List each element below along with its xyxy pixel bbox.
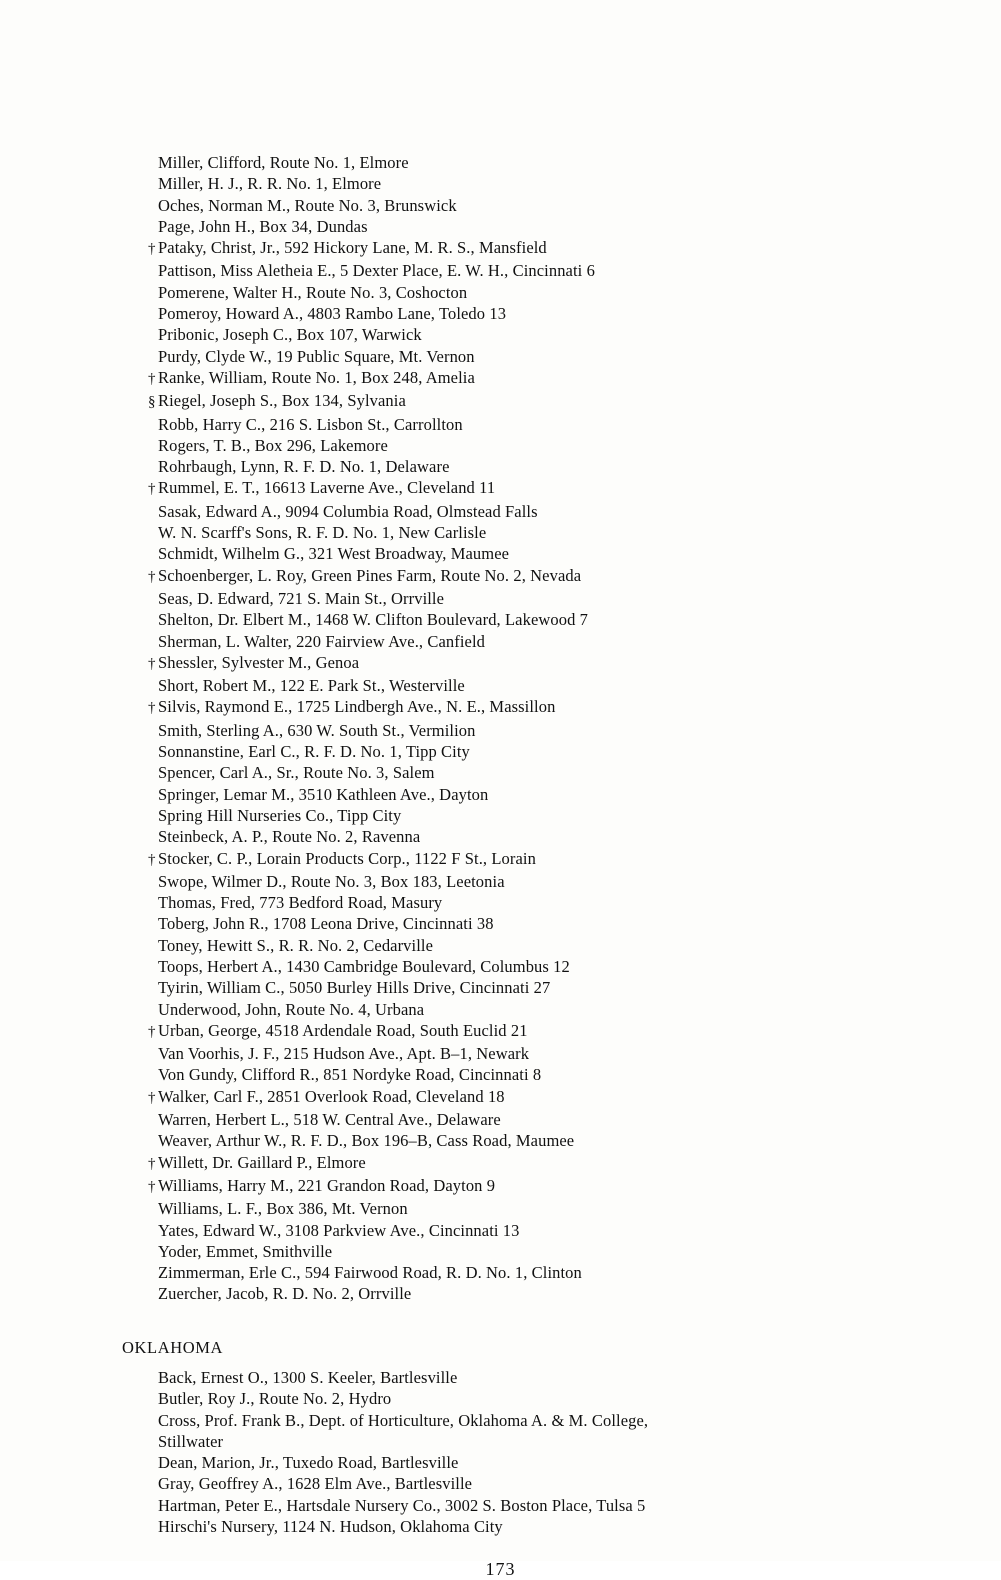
member-entry bbox=[148, 324, 948, 345]
oklahoma-member-list bbox=[148, 1367, 948, 1537]
member-entry bbox=[148, 435, 948, 456]
member-text: Hartman, Peter E., Hartsdale Nursery Co., 3002 S. Boston Place, Tulsa 5 bbox=[158, 1495, 646, 1515]
member-text: Purdy, Clyde W., 19 Public Square, Mt. Vernon bbox=[158, 346, 475, 366]
member-entry bbox=[148, 935, 948, 956]
member-mark: † bbox=[148, 370, 156, 387]
member-text: Oches, Norman M., Route No. 3, Brunswick bbox=[158, 195, 457, 215]
member-text: Short, Robert M., 122 E. Park St., Westerville bbox=[158, 676, 465, 696]
member-entry bbox=[148, 173, 948, 194]
member-text: Steinbeck, A. P., Route No. 2, Ravenna bbox=[158, 827, 421, 847]
member-text: Robb, Harry C., 216 S. Lisbon St., Carrollton bbox=[158, 414, 463, 434]
member-text: Butler, Roy J., Route No. 2, Hydro bbox=[158, 1389, 392, 1409]
member-text: Schmidt, Wilhelm G., 321 West Broadway, Maumee bbox=[158, 544, 510, 564]
member-entry bbox=[148, 1367, 948, 1388]
member-text: Pattison, Miss Aletheia E., 5 Dexter Place, E. W. H., Cincinnati 6 bbox=[158, 261, 595, 281]
member-text: Cross, Prof. Frank B., Dept. of Horticulture, Oklahoma A. & M. College, bbox=[158, 1410, 649, 1430]
member-text: Swope, Wilmer D., Route No. 3, Box 183, Leetonia bbox=[158, 871, 505, 891]
member-entry bbox=[148, 1175, 948, 1198]
member-text: Warren, Herbert L., 518 W. Central Ave., Delaware bbox=[158, 1110, 501, 1130]
member-entry bbox=[148, 977, 948, 998]
member-text: Shelton, Dr. Elbert M., 1468 W. Clifton Boulevard, Lakewood 7 bbox=[158, 610, 589, 630]
member-text: Sherman, L. Walter, 220 Fairview Ave., Canfield bbox=[158, 631, 485, 651]
member-entry bbox=[148, 913, 948, 934]
member-text: Zuercher, Jacob, R. D. No. 2, Orrville bbox=[158, 1284, 412, 1304]
member-mark: † bbox=[148, 851, 156, 868]
member-text: Schoenberger, L. Roy, Green Pines Farm, Route No. 2, Nevada bbox=[158, 565, 582, 585]
member-entry bbox=[148, 999, 948, 1020]
member-entry bbox=[148, 1152, 948, 1175]
member-entry bbox=[148, 477, 948, 500]
member-text: W. N. Scarff's Sons, R. F. D. No. 1, New Carlisle bbox=[158, 523, 487, 543]
member-entry bbox=[148, 1198, 948, 1219]
member-mark: † bbox=[148, 655, 156, 672]
member-entry bbox=[148, 1495, 948, 1516]
member-text: Toney, Hewitt S., R. R. No. 2, Cedarville bbox=[158, 935, 434, 955]
member-entry bbox=[148, 1043, 948, 1064]
member-entry bbox=[148, 1109, 948, 1130]
member-entry bbox=[148, 762, 948, 783]
member-entry bbox=[148, 631, 948, 652]
member-entry bbox=[148, 456, 948, 477]
member-mark: † bbox=[148, 700, 156, 717]
member-text: Springer, Lemar M., 3510 Kathleen Ave., Dayton bbox=[158, 784, 489, 804]
member-entry bbox=[148, 195, 948, 216]
member-text: Williams, L. F., Box 386, Mt. Vernon bbox=[158, 1199, 408, 1219]
member-text: Shessler, Sylvester M., Genoa bbox=[158, 652, 360, 672]
member-entry bbox=[148, 501, 948, 522]
member-entry bbox=[148, 543, 948, 564]
member-text: Toops, Herbert A., 1430 Cambridge Boulevard, Columbus 12 bbox=[158, 956, 570, 976]
member-entry bbox=[148, 565, 948, 588]
member-text: Willett, Dr. Gaillard P., Elmore bbox=[158, 1152, 366, 1172]
member-text: Walker, Carl F., 2851 Overlook Road, Cleveland 18 bbox=[158, 1086, 505, 1106]
member-text: Toberg, John R., 1708 Leona Drive, Cincinnati 38 bbox=[158, 914, 494, 934]
member-text: Sasak, Edward A., 9094 Columbia Road, Olmstead Falls bbox=[158, 501, 538, 521]
member-text: Williams, Harry M., 221 Grandon Road, Dayton 9 bbox=[158, 1175, 496, 1195]
member-text: Weaver, Arthur W., R. F. D., Box 196–B, Cass Road, Maumee bbox=[158, 1131, 575, 1151]
page-number: 173 bbox=[485, 1559, 516, 1579]
member-entry bbox=[148, 1473, 948, 1494]
member-mark: † bbox=[148, 241, 156, 258]
member-text: Miller, H. J., R. R. No. 1, Elmore bbox=[158, 174, 382, 194]
member-entry bbox=[148, 720, 948, 741]
member-text: Spring Hill Nurseries Co., Tipp City bbox=[158, 805, 402, 825]
member-entry bbox=[148, 871, 948, 892]
member-entry bbox=[148, 741, 948, 762]
member-entry bbox=[148, 784, 948, 805]
member-text: Page, John H., Box 34, Dundas bbox=[158, 216, 368, 236]
member-text: Von Gundy, Clifford R., 851 Nordyke Road, Cincinnati 8 bbox=[158, 1065, 542, 1085]
member-entry bbox=[148, 152, 948, 173]
member-entry bbox=[148, 414, 948, 435]
member-text: Pataky, Christ, Jr., 592 Hickory Lane, M. R. S., Mansfield bbox=[158, 238, 547, 258]
member-text: Thomas, Fred, 773 Bedford Road, Masury bbox=[158, 893, 443, 913]
member-entry bbox=[148, 696, 948, 719]
member-text: Gray, Geoffrey A., 1628 Elm Ave., Bartlesville bbox=[158, 1474, 473, 1494]
member-entry bbox=[148, 1452, 948, 1473]
member-entry bbox=[148, 1516, 948, 1537]
member-entry bbox=[148, 1020, 948, 1043]
member-text: Rogers, T. B., Box 296, Lakemore bbox=[158, 435, 388, 455]
member-entry bbox=[148, 588, 948, 609]
member-entry bbox=[148, 1064, 948, 1085]
member-text: Miller, Clifford, Route No. 1, Elmore bbox=[158, 153, 409, 172]
member-entry bbox=[148, 609, 948, 630]
member-text: Yoder, Emmet, Smithville bbox=[158, 1241, 333, 1261]
member-text: Spencer, Carl A., Sr., Route No. 3, Salem bbox=[158, 763, 435, 783]
member-entry bbox=[148, 892, 948, 913]
member-text: Van Voorhis, J. F., 215 Hudson Ave., Apt. B–1, Newark bbox=[158, 1044, 530, 1064]
member-entry bbox=[148, 1262, 948, 1283]
member-entry-continuation: Stillwater bbox=[158, 1431, 224, 1451]
member-text: Pribonic, Joseph C., Box 107, Warwick bbox=[158, 325, 422, 345]
member-text: Smith, Sterling A., 630 W. South St., Vermilion bbox=[158, 720, 476, 740]
member-entry bbox=[148, 216, 948, 237]
ohio-member-list bbox=[148, 152, 948, 1305]
member-entry bbox=[148, 260, 948, 281]
member-entry bbox=[148, 367, 948, 390]
member-text: Riegel, Joseph S., Box 134, Sylvania bbox=[158, 391, 406, 411]
member-entry bbox=[148, 956, 948, 977]
member-entry bbox=[148, 282, 948, 303]
member-entry bbox=[148, 1388, 948, 1409]
member-text: Back, Ernest O., 1300 S. Keeler, Bartlesville bbox=[158, 1368, 458, 1387]
member-entry bbox=[148, 652, 948, 675]
member-text: Dean, Marion, Jr., Tuxedo Road, Bartlesville bbox=[158, 1453, 459, 1473]
member-mark: † bbox=[148, 1155, 156, 1172]
member-entry bbox=[148, 805, 948, 826]
member-mark: † bbox=[148, 1178, 156, 1195]
member-entry bbox=[148, 303, 948, 324]
member-entry bbox=[148, 346, 948, 367]
member-entry bbox=[148, 1086, 948, 1109]
member-text: Urban, George, 4518 Ardendale Road, South Euclid 21 bbox=[158, 1020, 528, 1040]
member-entry bbox=[148, 1410, 948, 1431]
member-text: Ranke, William, Route No. 1, Box 248, Amelia bbox=[158, 367, 475, 387]
member-entry bbox=[148, 1241, 948, 1262]
section-heading-oklahoma: OKLAHOMA bbox=[122, 1338, 224, 1357]
member-mark: † bbox=[148, 481, 156, 498]
member-text: Pomerene, Walter H., Route No. 3, Coshocton bbox=[158, 282, 468, 302]
member-text: Rohrbaugh, Lynn, R. F. D. No. 1, Delaware bbox=[158, 457, 450, 477]
member-text: Hirschi's Nursery, 1124 N. Hudson, Oklahoma City bbox=[158, 1517, 503, 1537]
member-entry bbox=[148, 237, 948, 260]
member-text: Silvis, Raymond E., 1725 Lindbergh Ave., N. E., Massillon bbox=[158, 697, 556, 717]
member-mark: † bbox=[148, 1089, 156, 1106]
member-entry bbox=[148, 1283, 948, 1304]
member-text: Yates, Edward W., 3108 Parkview Ave., Cincinnati 13 bbox=[158, 1220, 520, 1240]
member-text: Sonnanstine, Earl C., R. F. D. No. 1, Tipp City bbox=[158, 742, 470, 762]
member-text: Seas, D. Edward, 721 S. Main St., Orrville bbox=[158, 588, 445, 608]
member-text: Pomeroy, Howard A., 4803 Rambo Lane, Toledo 13 bbox=[158, 304, 507, 324]
member-entry bbox=[148, 1220, 948, 1241]
member-mark: § bbox=[148, 394, 156, 411]
member-text: Zimmerman, Erle C., 594 Fairwood Road, R. D. No. 1, Clinton bbox=[158, 1263, 582, 1283]
member-entry bbox=[148, 522, 948, 543]
member-text: Stocker, C. P., Lorain Products Corp., 1122 F St., Lorain bbox=[158, 848, 536, 868]
member-text: Underwood, John, Route No. 4, Urbana bbox=[158, 999, 425, 1019]
member-mark: † bbox=[148, 1023, 156, 1040]
member-entry bbox=[148, 826, 948, 847]
member-entry bbox=[148, 848, 948, 871]
member-mark: † bbox=[148, 568, 156, 585]
member-entry bbox=[148, 1130, 948, 1151]
member-entry bbox=[148, 675, 948, 696]
member-entry bbox=[148, 390, 948, 413]
member-text: Tyirin, William C., 5050 Burley Hills Drive, Cincinnati 27 bbox=[158, 978, 551, 998]
member-text: Rummel, E. T., 16613 Laverne Ave., Cleveland 11 bbox=[158, 478, 496, 498]
